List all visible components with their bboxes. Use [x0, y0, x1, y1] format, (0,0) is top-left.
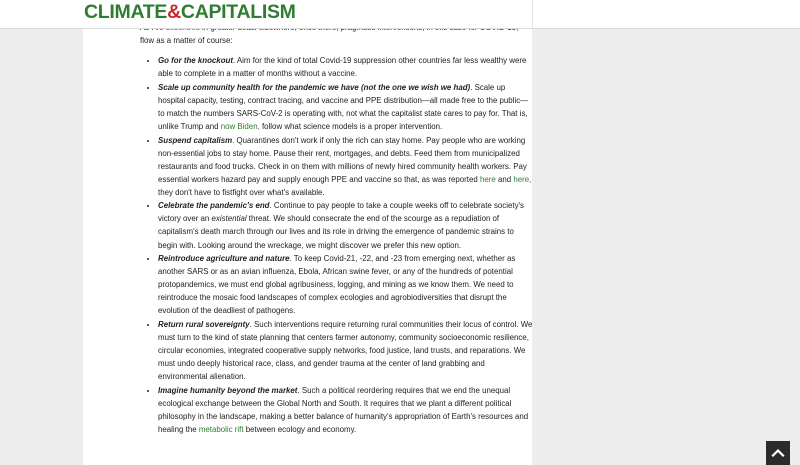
chevron-up-icon: [766, 441, 790, 465]
metabolic-rift-link[interactable]: metabolic rift: [198, 424, 244, 434]
item-text: between ecology and economy.: [243, 424, 357, 434]
item-emphasis: existential: [211, 214, 247, 224]
list-item: [158, 318, 532, 383]
interventions-list: [140, 54, 532, 436]
item-title: Celebrate the pandemic's end: [158, 201, 270, 211]
item-title: Reintroduce agriculture and nature: [158, 254, 290, 264]
item-title: Go for the knockout: [158, 56, 233, 66]
site-header: [0, 0, 800, 29]
logo-ampersand: &: [167, 1, 181, 23]
list-item: [158, 81, 532, 133]
header-divider: [532, 0, 533, 28]
item-text: . Such a political reordering requires that we end the unequal ecological exchange between the Global North and South. It requires that we plant a different political philosophy in the landscape, making a better balance of humanity's appropriation of Earth's resources and healing the: [158, 385, 529, 434]
article-column: [83, 0, 532, 465]
logo-capitalism: CAPITALISM: [180, 1, 296, 23]
list-item: [158, 252, 532, 317]
item-text: . Scale up hospital capacity, testing, contract tracing, and vaccine and PPE distribution—all made free to the public—to match the numbers SARS-CoV-2 is operating with, not what the capitalist state cares to pay for. That is, unlike Trump and: [158, 82, 529, 131]
item-text: . Continue to pay people to take a couple weeks off to celebrate society's victory over an: [158, 201, 524, 224]
item-text: threat. We should consecrate the end of the scourge as a repudiation of capitalism's death march through our lives and its role in driving the emergence of pandemic strains to begin with. Looking around the wreckage, we might discover we prefer this new option.: [158, 214, 514, 250]
item-title: Imagine humanity beyond the market: [158, 385, 298, 395]
article-body: [140, 21, 532, 437]
now-biden-link[interactable]: now Biden,: [220, 121, 260, 131]
list-item: [158, 199, 532, 251]
item-text: and: [495, 174, 514, 184]
item-title: Suspend capitalism: [158, 135, 233, 145]
site-logo[interactable]: [84, 1, 296, 23]
item-text: . Aim for the kind of total Covid-19 suppression other countries far less wealthy were able to complete in a matter of months without a vaccine.: [158, 56, 527, 79]
list-item: [158, 54, 532, 80]
here-link-1[interactable]: here: [479, 174, 496, 184]
scroll-to-top-button[interactable]: [766, 441, 790, 465]
list-item: [158, 134, 532, 199]
item-text: . Quarantines don't work if only the rich can stay home. Pay people who are working non-essential jobs to stay home. Pause their rent, mortgages, and debts. Feed them from municipalized restaurants and food trucks. Check in on them with millions of newly hired community health workers. Pay essential workers hazard pay and supply enough PPE and vaccine so that, as was reported: [158, 135, 527, 184]
item-text: follow what science models is a proper intervention.: [259, 121, 443, 131]
intro-text-end: flow as a matter of course:: [140, 36, 233, 46]
item-text: . Such interventions require returning rural communities their locus of control. We must turn to the kind of state planning that centers farmer autonomy, community socioeconomic resilience, circular economies, integrated cooperative supply networks, food justice, land trusts, and reparations. We must undo deeply historical race, class, and gender trauma at the center of land grabbing and environmental alienation.: [158, 320, 532, 382]
item-text: . To keep Covid-21, -22, and -23 from emerging next, whether as another SARS or as an avian influenza, Ebola, African swine fever, or any of the hundreds of potential protopandemics, we must end global agribusiness, logging, and mining as we know them. We need to reintroduce the mosaic food landscapes of complex ecologies and agrobiodiversities that disrupt the evolution of the deadliest of pathogens.: [158, 254, 516, 316]
item-title: Scale up community health for the pandemic we have (not the one we wish we had): [158, 82, 471, 92]
item-title: Return rural sovereignty: [158, 320, 250, 329]
here-link-2[interactable]: here,: [513, 174, 532, 184]
item-text: they don't have to fistfight over what's available.: [158, 187, 325, 197]
logo-climate: CLIMATE: [84, 1, 168, 23]
list-item: [158, 384, 532, 436]
